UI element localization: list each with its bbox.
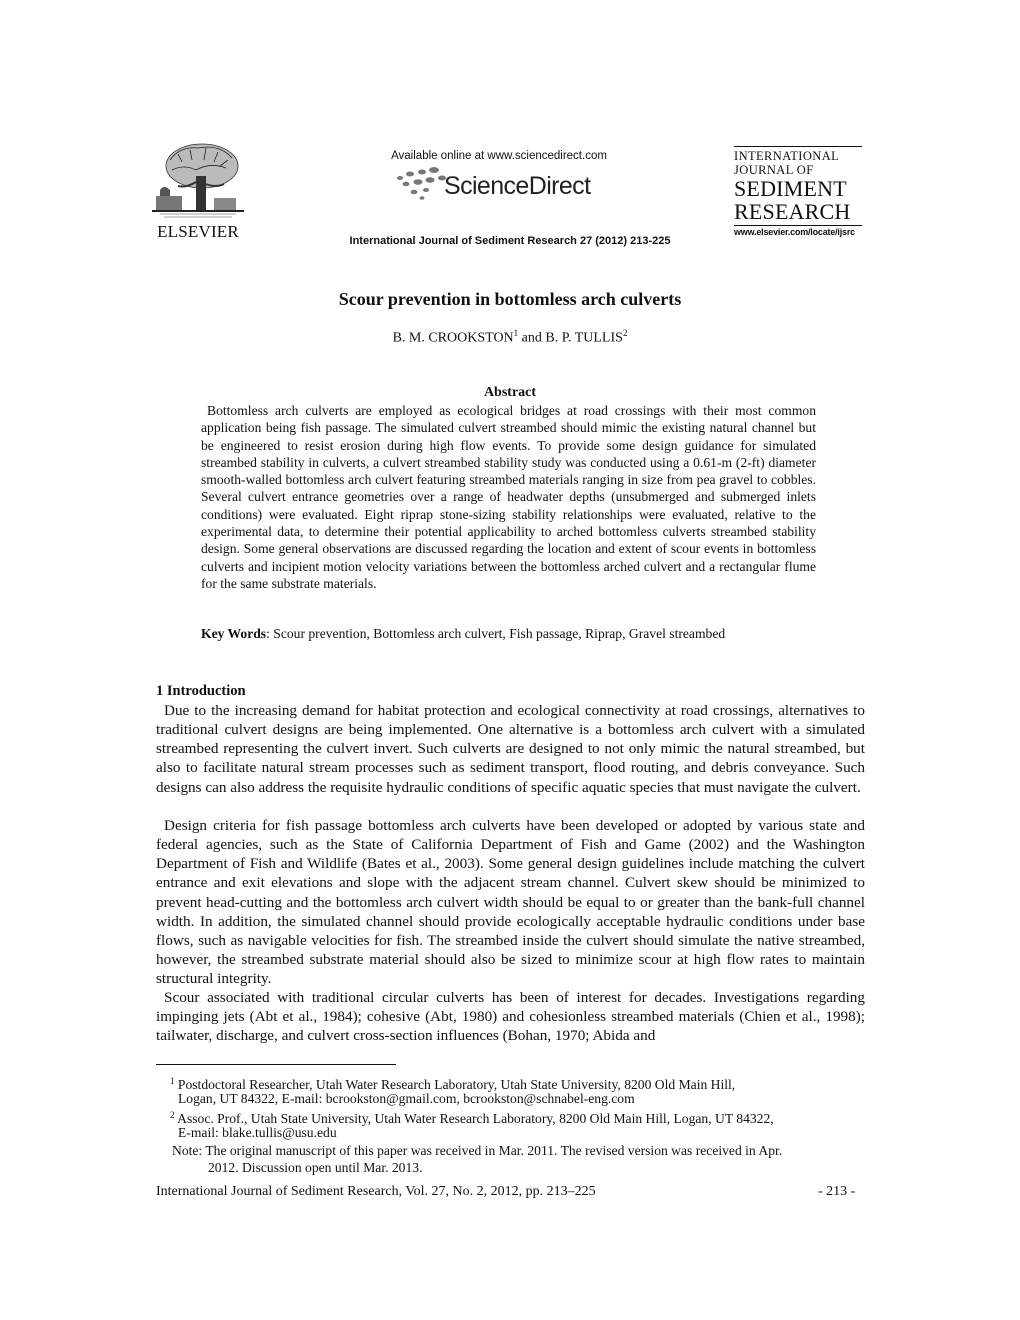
journal-logo-line2: JOURNAL OF [734,163,814,177]
keywords-list: : Scour prevention, Bottomless arch culvert, Fish passage, Riprap, Gravel streambed [266,626,726,641]
intro-paragraph-2: Design criteria for fish passage bottomless arch culverts have been developed or adopted by various state and federal agencies, such as the State of California Department of Fish and Game (2002) and the Washington Department of Fish and Wildlife (Bates et al., 2003). Some general design guidelines include matching the culvert entrance and exit elevations and slope with the adjacent stream channel. Culvert skew should be minimized to prevent head-cutting and the bottomless arch culvert width should be equal to or greater than the bank-full channel width. In addition, the simulated channel should provide ecologically acceptable hydraulic conditions under base flows, such as navigable velocities for fish. The streambed inside the culvert should simulate the native streambed, however, the streambed substrate material should also be sized to minimize scour at high flow rates to maintain structural integrity. [156,817,865,988]
sciencedirect-available-text: Available online at www.sciencedirect.com [391,150,607,162]
footnote-1-line2: Logan, UT 84322, E-mail: bcrookston@gmail.com, bcrookston@schnabel-eng.com [178,1091,635,1106]
journal-logo-line1: INTERNATIONAL [734,149,840,163]
intro-paragraph-1: Due to the increasing demand for habitat protection and ecological connectivity at road crossings, alternatives to traditional culvert designs are being implemented. One alternative is a bottomless arch culvert with a simulated streambed representing the culvert invert. Such culverts are designed to not only mimic the natural streambed, but also to facilitate natural stream processes such as sediment transport, flood routing, and debris conveyance. Such designs can also address the requisite hydraulic conditions of specific aquatic species that must navigate the culvert. [156,702,865,796]
footnote-2-line2: E-mail: blake.tullis@usu.edu [178,1125,337,1140]
journal-citation-line: International Journal of Sediment Research 27 (2012) 213-225 [349,235,671,247]
footer-journal-citation: International Journal of Sediment Research, Vol. 27, No. 2, 2012, pp. 213–225 [156,1184,596,1199]
author-2: B. P. TULLIS [545,330,623,346]
publisher-name: ELSEVIER [157,222,239,241]
journal-logo-bottom-rule [734,225,862,226]
author-1-mark: 1 [513,328,519,338]
journal-logo-top-rule [734,146,862,147]
sciencedirect-wordmark: ScienceDirect [444,172,591,200]
author-line [0,328,1020,347]
page-number: - 213 - [818,1184,856,1199]
journal-logo-line4: RESEARCH [734,199,851,224]
footnote-1-mark: 1 [170,1076,175,1086]
manuscript-note-line2: 2012. Discussion open until Mar. 2013. [208,1160,423,1175]
keywords [201,626,821,642]
footnote-divider [156,1064,396,1065]
journal-url: www.elsevier.com/locate/ijsrc [734,227,855,237]
manuscript-note-line1: Note: The original manuscript of this paper was received in Mar. 2011. The revised version was received in Apr. [172,1143,783,1158]
paper-title: Scour prevention in bottomless arch culverts [338,289,682,309]
footnote-1-line1: Postdoctoral Researcher, Utah Water Research Laboratory, Utah State University, 8200 Old Main Hill, [174,1077,736,1092]
section-heading-introduction: 1 Introduction [156,683,246,699]
keywords-label: Key Words [201,626,267,641]
author-2-mark: 2 [622,328,628,338]
footnote-2-line1: Assoc. Prof., Utah State University, Utah Water Research Laboratory, 8200 Old Main Hill, Logan, UT 84322, [174,1111,774,1126]
author-join: and [518,330,546,346]
abstract-text: Bottomless arch culverts are employed as ecological bridges at road crossings with their most common application being fish passage. The simulated culvert streambed should mimic the existing natural channel but be engineered to resist erosion during high flow events. To provide some design guidance for simulated streambed stability in culverts, a culvert streambed stability study was conducted using a 0.61-m (2-ft) diameter smooth-walled bottomless arch culvert featuring streambed materials ranging in size from pea gravel to cobbles. Several culvert entrance geometries over a range of headwater depths (unsubmerged and submerged inlets conditions) were evaluated. Eight riprap stone-sizing stability relationships were evaluated, relative to the experimental data, to determine their potential applicability to arched bottomless culverts streambed stability design. Some general observations are discussed regarding the location and extent of scour events in bottomless culverts and incipient motion velocity variations between the bottomless arched culvert and a rectangular flume for the same substrate materials. [201,403,816,591]
intro-paragraph-3: Scour associated with traditional circular culverts has been of interest for decades. Investigations regarding impinging jets (Abt et al., 1984); cohesive (Abt, 1980) and cohesionless streambed materials (Chien et al., 1998); tailwater, discharge, and culvert cross-section influences (Bohan, 1970; Abida and [156,989,865,1045]
journal-logo [734,146,864,237]
author-1: B. M. CROOKSTON [392,330,514,346]
journal-logo-line3: SEDIMENT [734,176,847,201]
abstract-heading: Abstract [483,385,537,400]
footnote-2-mark: 2 [170,1110,175,1120]
